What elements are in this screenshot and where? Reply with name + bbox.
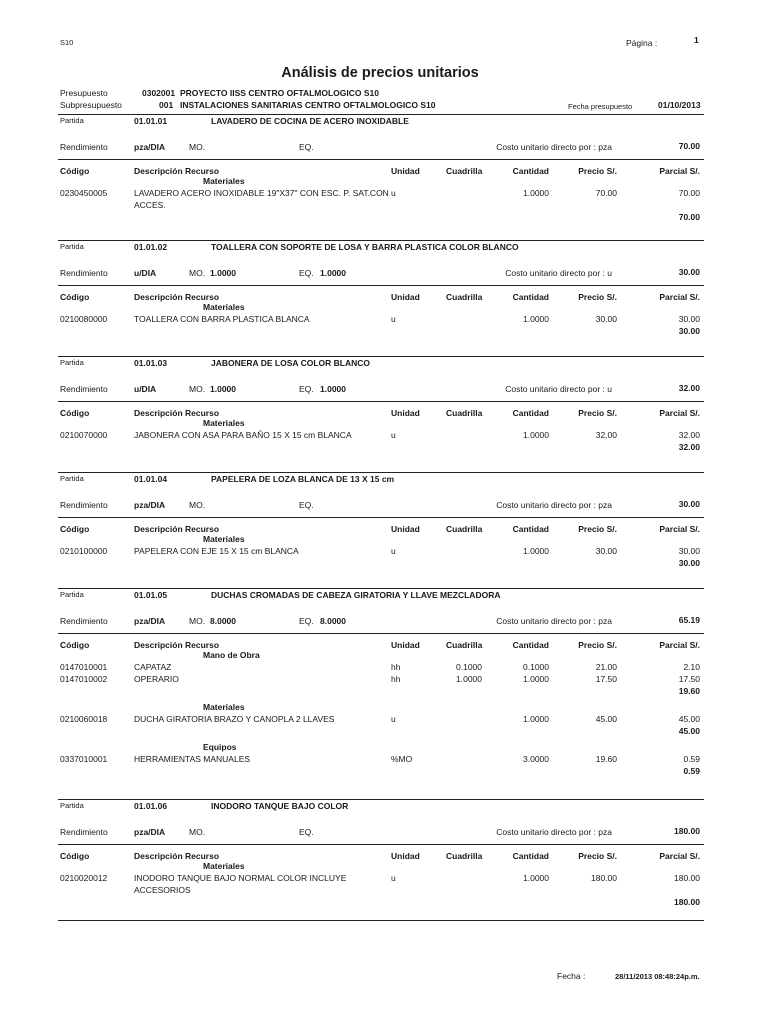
col-precio: Precio S/. xyxy=(578,408,617,418)
partida-code: 01.01.01 xyxy=(134,116,168,126)
row-descripcion: JABONERA CON ASA PARA BAÑO 15 X 15 cm BLANCA xyxy=(134,430,352,440)
row-cantidad: 1.0000 xyxy=(523,546,549,556)
col-codigo: Código xyxy=(60,408,90,418)
costo-value: 32.00 xyxy=(678,383,700,393)
rendimiento-label: Rendimiento xyxy=(60,616,108,626)
costo-label: Costo unitario directo por : pza xyxy=(496,616,612,626)
col-codigo: Código xyxy=(60,292,90,302)
rendimiento-label: Rendimiento xyxy=(60,268,108,278)
eq-value: 1.0000 xyxy=(320,384,346,394)
partida-divider xyxy=(58,472,704,473)
row-codigo: 0147010001 xyxy=(60,662,108,672)
row-descripcion: TOALLERA CON BARRA PLASTICA BLANCA xyxy=(134,314,310,324)
partida-divider xyxy=(58,240,704,241)
col-parcial: Parcial S/. xyxy=(659,166,700,176)
bottom-divider xyxy=(58,920,704,921)
partida-divider xyxy=(58,799,704,800)
header-divider xyxy=(58,285,704,286)
page-number: 1 xyxy=(694,35,699,45)
row-precio: 17.50 xyxy=(595,674,617,684)
col-cuadrilla: Cuadrilla xyxy=(446,166,483,176)
partida-divider xyxy=(58,114,704,115)
row-cuadrilla: 1.0000 xyxy=(456,674,482,684)
row-codigo: 0210100000 xyxy=(60,546,108,556)
rendimiento-unit: u/DIA xyxy=(134,384,157,394)
col-parcial: Parcial S/. xyxy=(659,292,700,302)
row-precio: 30.00 xyxy=(595,546,617,556)
group-name: Materiales xyxy=(203,702,245,712)
col-unidad: Unidad xyxy=(391,292,420,302)
group-subtotal: 180.00 xyxy=(674,897,700,907)
partida-code: 01.01.06 xyxy=(134,801,168,811)
partida-divider xyxy=(58,356,704,357)
subpresupuesto-code: 001 xyxy=(159,100,174,110)
eq-label: EQ. xyxy=(299,384,314,394)
col-descripcion: Descripción Recurso xyxy=(134,851,220,861)
group-subtotal: 32.00 xyxy=(678,442,700,452)
group-name: Materiales xyxy=(203,418,245,428)
eq-label: EQ. xyxy=(299,827,314,837)
col-parcial: Parcial S/. xyxy=(659,408,700,418)
partida-name: INODORO TANQUE BAJO COLOR xyxy=(211,801,349,811)
row-cantidad: 1.0000 xyxy=(523,714,549,724)
row-parcial: 17.50 xyxy=(678,674,700,684)
col-descripcion: Descripción Recurso xyxy=(134,166,220,176)
row-cuadrilla: 0.1000 xyxy=(456,662,482,672)
eq-value: 8.0000 xyxy=(320,616,346,626)
costo-label: Costo unitario directo por : pza xyxy=(496,827,612,837)
col-precio: Precio S/. xyxy=(578,524,617,534)
footer-fecha-label: Fecha : xyxy=(557,971,586,981)
row-descripcion: INODORO TANQUE BAJO NORMAL COLOR INCLUYE xyxy=(134,873,347,883)
col-cuadrilla: Cuadrilla xyxy=(446,408,483,418)
row-cantidad: 3.0000 xyxy=(523,754,549,764)
system-label: S10 xyxy=(60,38,74,47)
row-descripcion: LAVADERO ACERO INOXIDABLE 19"X37" CON ESC. P. SAT.CON xyxy=(134,188,389,198)
mo-label: MO. xyxy=(189,268,206,278)
costo-label: Costo unitario directo por : u xyxy=(505,268,612,278)
footer-fecha-value: 28/11/2013 08:48:24p.m. xyxy=(615,972,700,981)
row-precio: 21.00 xyxy=(595,662,617,672)
mo-value: 8.0000 xyxy=(210,616,236,626)
col-unidad: Unidad xyxy=(391,166,420,176)
col-precio: Precio S/. xyxy=(578,166,617,176)
row-unidad: u xyxy=(391,873,396,883)
row-precio: 70.00 xyxy=(595,188,617,198)
row-parcial: 2.10 xyxy=(683,662,700,672)
row-descripcion: OPERARIO xyxy=(134,674,179,684)
col-cantidad: Cantidad xyxy=(512,292,549,302)
row-unidad: u xyxy=(391,546,396,556)
eq-label: EQ. xyxy=(299,616,314,626)
row-cantidad: 1.0000 xyxy=(523,430,549,440)
costo-value: 180.00 xyxy=(674,826,700,836)
col-codigo: Código xyxy=(60,640,90,650)
rendimiento-unit: pza/DIA xyxy=(134,500,166,510)
mo-label: MO. xyxy=(189,500,206,510)
partida-name: LAVADERO DE COCINA DE ACERO INOXIDABLE xyxy=(211,116,409,126)
costo-label: Costo unitario directo por : pza xyxy=(496,142,612,152)
row-descripcion: PAPELERA CON EJE 15 X 15 cm BLANCA xyxy=(134,546,299,556)
row-precio: 30.00 xyxy=(595,314,617,324)
row-parcial: 32.00 xyxy=(678,430,700,440)
group-subtotal: 0.59 xyxy=(683,766,700,776)
row-precio: 180.00 xyxy=(591,873,617,883)
rendimiento-label: Rendimiento xyxy=(60,142,108,152)
row-parcial: 30.00 xyxy=(678,314,700,324)
row-cantidad: 1.0000 xyxy=(523,873,549,883)
partida-label: Partida xyxy=(60,590,84,599)
row-unidad: hh xyxy=(391,674,401,684)
row-parcial: 30.00 xyxy=(678,546,700,556)
row-codigo: 0147010002 xyxy=(60,674,108,684)
row-precio: 19.60 xyxy=(595,754,617,764)
partida-name: DUCHAS CROMADAS DE CABEZA GIRATORIA Y LLAVE MEZCLADORA xyxy=(211,590,501,600)
group-subtotal: 70.00 xyxy=(678,212,700,222)
row-precio: 32.00 xyxy=(595,430,617,440)
col-descripcion: Descripción Recurso xyxy=(134,408,220,418)
col-cuadrilla: Cuadrilla xyxy=(446,292,483,302)
col-unidad: Unidad xyxy=(391,640,420,650)
row-unidad: u xyxy=(391,188,396,198)
col-codigo: Código xyxy=(60,524,90,534)
row-parcial: 70.00 xyxy=(678,188,700,198)
costo-value: 65.19 xyxy=(678,615,700,625)
partida-label: Partida xyxy=(60,801,84,810)
header-divider xyxy=(58,517,704,518)
col-unidad: Unidad xyxy=(391,851,420,861)
header-divider xyxy=(58,401,704,402)
row-descripcion-cont: ACCES. xyxy=(134,200,166,210)
col-unidad: Unidad xyxy=(391,408,420,418)
mo-label: MO. xyxy=(189,616,206,626)
col-cuadrilla: Cuadrilla xyxy=(446,524,483,534)
eq-label: EQ. xyxy=(299,500,314,510)
header-divider xyxy=(58,844,704,845)
rendimiento-unit: u/DIA xyxy=(134,268,157,278)
row-codigo: 0210060018 xyxy=(60,714,108,724)
subpresupuesto-label: Subpresupuesto xyxy=(60,100,122,110)
col-codigo: Código xyxy=(60,166,90,176)
partida-code: 01.01.02 xyxy=(134,242,168,252)
partida-name: PAPELERA DE LOZA BLANCA DE 13 X 15 cm xyxy=(211,474,395,484)
group-subtotal: 19.60 xyxy=(678,686,700,696)
group-name: Materiales xyxy=(203,861,245,871)
group-name: Materiales xyxy=(203,302,245,312)
row-cantidad: 0.1000 xyxy=(523,662,549,672)
col-cantidad: Cantidad xyxy=(512,524,549,534)
mo-label: MO. xyxy=(189,827,206,837)
partida-code: 01.01.04 xyxy=(134,474,168,484)
row-unidad: u xyxy=(391,430,396,440)
mo-label: MO. xyxy=(189,384,206,394)
group-subtotal: 30.00 xyxy=(678,326,700,336)
col-unidad: Unidad xyxy=(391,524,420,534)
eq-label: EQ. xyxy=(299,268,314,278)
fecha-presupuesto: 01/10/2013 xyxy=(658,100,701,110)
group-name: Equipos xyxy=(203,742,237,752)
partida-label: Partida xyxy=(60,116,84,125)
row-cantidad: 1.0000 xyxy=(523,314,549,324)
partida-name: TOALLERA CON SOPORTE DE LOSA Y BARRA PLASTICA COLOR BLANCO xyxy=(211,242,519,252)
row-unidad: u xyxy=(391,314,396,324)
rendimiento-label: Rendimiento xyxy=(60,500,108,510)
col-descripcion: Descripción Recurso xyxy=(134,640,220,650)
rendimiento-label: Rendimiento xyxy=(60,384,108,394)
costo-value: 30.00 xyxy=(678,499,700,509)
col-precio: Precio S/. xyxy=(578,292,617,302)
col-cuadrilla: Cuadrilla xyxy=(446,851,483,861)
col-cantidad: Cantidad xyxy=(512,640,549,650)
col-precio: Precio S/. xyxy=(578,851,617,861)
row-parcial: 0.59 xyxy=(683,754,700,764)
rendimiento-unit: pza/DIA xyxy=(134,616,166,626)
presupuesto-code: 0302001 xyxy=(142,88,176,98)
row-descripcion-cont: ACCESORIOS xyxy=(134,885,191,895)
col-codigo: Código xyxy=(60,851,90,861)
rendimiento-unit: pza/DIA xyxy=(134,827,166,837)
partida-code: 01.01.05 xyxy=(134,590,168,600)
group-name: Mano de Obra xyxy=(203,650,260,660)
row-unidad: hh xyxy=(391,662,401,672)
rendimiento-label: Rendimiento xyxy=(60,827,108,837)
header-divider xyxy=(58,633,704,634)
partida-code: 01.01.03 xyxy=(134,358,168,368)
col-cantidad: Cantidad xyxy=(512,166,549,176)
mo-value: 1.0000 xyxy=(210,268,236,278)
col-cantidad: Cantidad xyxy=(512,851,549,861)
group-name: Materiales xyxy=(203,534,245,544)
row-codigo: 0210070000 xyxy=(60,430,108,440)
rendimiento-unit: pza/DIA xyxy=(134,142,166,152)
col-parcial: Parcial S/. xyxy=(659,524,700,534)
partida-label: Partida xyxy=(60,358,84,367)
row-cantidad: 1.0000 xyxy=(523,674,549,684)
row-codigo: 0230450005 xyxy=(60,188,108,198)
row-codigo: 0210080000 xyxy=(60,314,108,324)
row-descripcion: HERRAMIENTAS MANUALES xyxy=(134,754,251,764)
header-divider xyxy=(58,159,704,160)
partida-divider xyxy=(58,588,704,589)
mo-label: MO. xyxy=(189,142,206,152)
subpresupuesto-name: INSTALACIONES SANITARIAS CENTRO OFTALMOLOGICO S10 xyxy=(180,100,436,110)
row-descripcion: CAPATAZ xyxy=(134,662,172,672)
page-title: Análisis de precios unitarios xyxy=(281,65,479,81)
row-unidad: %MO xyxy=(391,754,413,764)
eq-value: 1.0000 xyxy=(320,268,346,278)
row-parcial: 180.00 xyxy=(674,873,700,883)
eq-label: EQ. xyxy=(299,142,314,152)
partida-name: JABONERA DE LOSA COLOR BLANCO xyxy=(211,358,370,368)
col-precio: Precio S/. xyxy=(578,640,617,650)
mo-value: 1.0000 xyxy=(210,384,236,394)
fecha-presupuesto-label: Fecha presupuesto xyxy=(568,102,633,111)
row-precio: 45.00 xyxy=(595,714,617,724)
partida-label: Partida xyxy=(60,474,84,483)
col-parcial: Parcial S/. xyxy=(659,640,700,650)
row-unidad: u xyxy=(391,714,396,724)
col-descripcion: Descripción Recurso xyxy=(134,292,220,302)
presupuesto-label: Presupuesto xyxy=(60,88,108,98)
costo-value: 30.00 xyxy=(678,267,700,277)
presupuesto-name: PROYECTO IISS CENTRO OFTALMOLOGICO S10 xyxy=(180,88,379,98)
group-subtotal: 30.00 xyxy=(678,558,700,568)
col-cuadrilla: Cuadrilla xyxy=(446,640,483,650)
costo-label: Costo unitario directo por : pza xyxy=(496,500,612,510)
col-descripcion: Descripción Recurso xyxy=(134,524,220,534)
partida-label: Partida xyxy=(60,242,84,251)
costo-value: 70.00 xyxy=(678,141,700,151)
row-cantidad: 1.0000 xyxy=(523,188,549,198)
costo-label: Costo unitario directo por : u xyxy=(505,384,612,394)
page-label: Página : xyxy=(626,38,658,48)
col-cantidad: Cantidad xyxy=(512,408,549,418)
row-descripcion: DUCHA GIRATORIA BRAZO Y CANOPLA 2 LLAVES xyxy=(134,714,335,724)
group-name: Materiales xyxy=(203,176,245,186)
col-parcial: Parcial S/. xyxy=(659,851,700,861)
row-codigo: 0210020012 xyxy=(60,873,108,883)
row-codigo: 0337010001 xyxy=(60,754,108,764)
group-subtotal: 45.00 xyxy=(678,726,700,736)
row-parcial: 45.00 xyxy=(678,714,700,724)
